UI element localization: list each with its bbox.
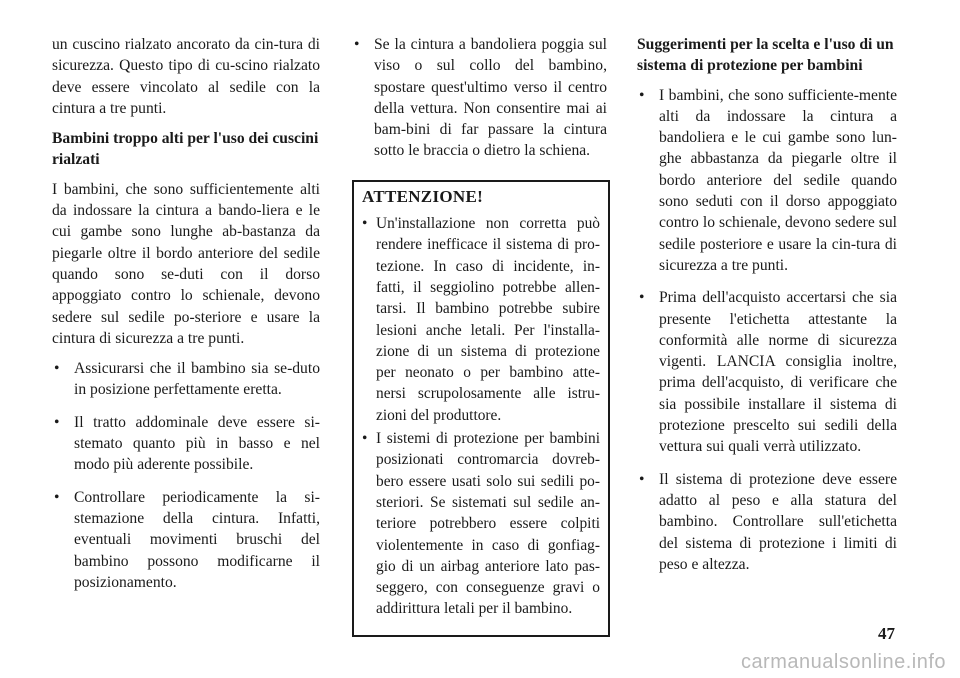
section-heading-suggestions: Suggerimenti per la scelta e l'uso di un sistema di protezione per bambini	[637, 36, 894, 75]
intro-paragraph: un cuscino rialzato ancorato da cin-tura di sicurezza. Questo tipo di cu-scino rialzato deve essere vincolato al sedile con la cintura a tre punti.	[52, 36, 320, 117]
section-heading-tall-children: Bambini troppo alti per l'uso dei cuscini rialzati	[52, 130, 319, 169]
warning-bullet-item: • Un'installazione non corretta può rendere inefficace il sistema di pro-tezione. In caso di incidente, in-fatti, il seggiolino potrebbe allen-tarsi. Il bambino potrebbe subire lesioni anche letali. Per l'installa-zione di un sistema di protezione per neonato o per bambino atte-nersi scrupolosamente alle istru-zioni del produttore.	[362, 213, 600, 426]
bullet-item: • Prima dell'acquisto accertarsi che sia presente l'etichetta attestante la conformità alle norme di sicurezza vigenti. LANCIA consiglia inoltre, prima dell'acquisto, di verificare che sia possibile installare il sistema di protezione prescelto sui sedili della vettura sui quali verrà utilizzato.	[637, 287, 897, 457]
middle-column	[352, 34, 607, 637]
bullet-item: • Controllare periodicamente la si-stemazione della cintura. Infatti, eventuali movimenti bruschi del bambino possono modificarne il posizionamento.	[52, 487, 320, 593]
bullet-list	[352, 34, 607, 162]
bullet-item: • Assicurarsi che il bambino sia se-duto in posizione perfettamente eretta.	[52, 358, 320, 401]
warning-bullet-item: • I sistemi di protezione per bambini posizionati contromarcia dovreb-bero essere usati solo sui sedili po-steriori. Se sistemati sul sedile an-teriore potrebbero essere colpiti violentemente in caso di gonfiag-gio di un airbag anteriore lato pas-seggero, con conseguenze gravi o addirittura letali per il bambino.	[362, 428, 600, 620]
bullet-list	[637, 85, 897, 576]
warning-title: ATTENZIONE!	[362, 186, 484, 206]
bullet-list	[52, 358, 320, 593]
bullet-item: • Se la cintura a bandoliera poggia sul viso o sul collo del bambino, spostare quest'ultimo verso il centro della vettura. Non consentire mai ai bam-bini di far passare la cintura sotto le braccia o dietro la schiena.	[352, 34, 607, 162]
bullet-item: • Il tratto addominale deve essere si-stemato quanto più in basso e nel modo più aderente possibile.	[52, 412, 320, 476]
right-column	[637, 34, 897, 586]
warning-bullet-list	[362, 213, 600, 620]
page-number: 47	[878, 624, 895, 643]
warning-box	[352, 180, 610, 637]
bullet-item: • Il sistema di protezione deve essere adatto al peso e alla statura del bambino. Controllare sull'etichetta del sistema di protezione i limiti di peso e altezza.	[637, 469, 897, 575]
body-paragraph: I bambini, che sono sufficientemente alti da indossare la cintura a bando-liera e le cui gambe sono lunghe ab-bastanza da piegarle oltre il bordo anteriore del sedile quando sono se-duti con il dorso appoggiato contro lo schienale, devono sedere sul sedile po-steriore e usare la cintura di sicurezza a tre punti.	[52, 180, 320, 347]
watermark: carmanualsonline.info	[740, 651, 946, 673]
bullet-item: • I bambini, che sono sufficiente-mente alti da indossare la cintura a bandoliera e le cui gambe sono lun-ghe abbastanza da piegarle oltre il bordo anteriore del sedile quando sono seduti con il dorso appoggiato contro lo schienale, devono sedere sul sedile posteriore e usare la cin-tura di sicurezza a tre punti.	[637, 85, 897, 277]
left-column	[52, 34, 320, 604]
